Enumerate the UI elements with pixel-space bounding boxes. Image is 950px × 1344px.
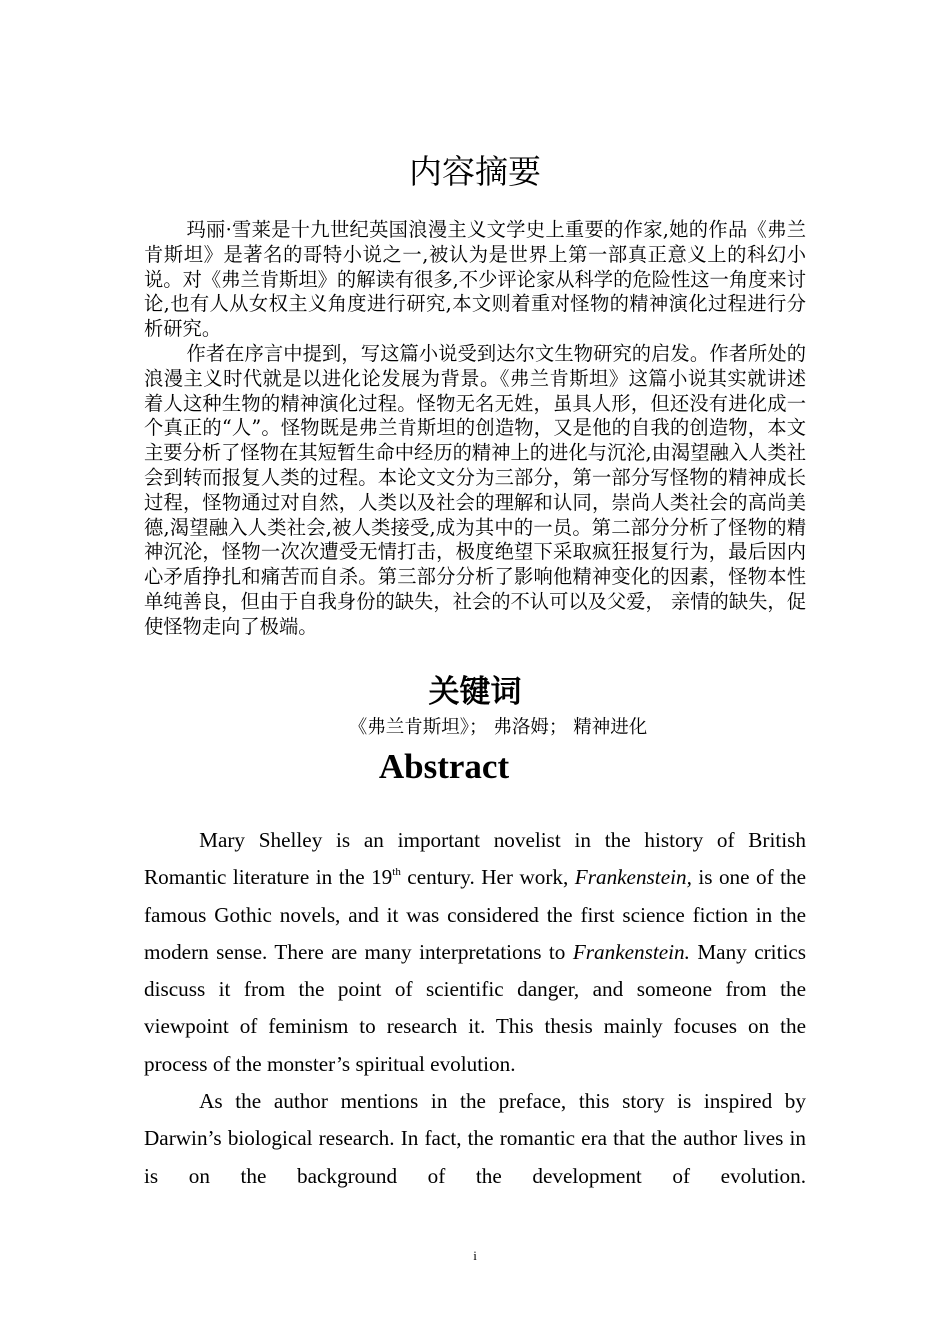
title-frankenstein-italic: Frankenstein, (574, 865, 692, 890)
title-frankenstein-italic: Frankenstein. (572, 939, 690, 964)
english-abstract-body (144, 822, 806, 1195)
english-abstract-paragraph-1 (144, 822, 806, 1083)
p1-text-3: is one of the famous Gothic novels, and it was considered the first science fiction in the modern sense. There are many interpretations to (144, 865, 807, 964)
page-number: i (473, 1248, 477, 1263)
p1-text-4: Many critics discuss it from the point of scientific danger, and someone from the viewpoint of feminism to research it. This thesis mainly focuses on the process of the monster’s spiritual evolution. (144, 939, 806, 1076)
chinese-abstract-title: 内容摘要 (409, 152, 541, 191)
chinese-abstract-paragraph-2: 作者在序言中提到，写这篇小说受到达尔文生物研究的启发。作者所处的浪漫主义时代就是以进化论发展为背景。《弗兰肯斯坦》这篇小说其实就讲述着人这种生物的精神演化过程。怪物无名无姓，虽具人形，但还没有进化成一个真正的“人”。怪物既是弗兰肯斯坦的创造物，又是他的自我的创造物，本文主要分析了怪物在其短暂生命中经历的精神上的进化与沉沦,由渴望融入人类社会到转而报复人类的过程。本论文文分为三部分，第一部分写怪物的精神成长过程，怪物通过对自然，人类以及社会的理解和认同，崇尚人类社会的高尚美德,渴望融入人类社会,被人类接受,成为其中的一员。第二部分分析了怪物的精神沉沦，怪物一次次遭受无情打击，极度绝望下采取疯狂报复行为，最后因内心矛盾挣扎和痛苦而自杀。第三部分分析了影响他精神变化的因素，怪物本性单纯善良，但由于自我身份的缺失，社会的不认可以及父爱， 亲情的缺失，促使怪物走向了极端。 (144, 341, 806, 638)
superscript-th: th (392, 866, 401, 879)
keywords-title: 关键词 (428, 674, 522, 710)
english-abstract-title: Abstract (378, 747, 510, 786)
keywords-list: 《弗兰肯斯坦》； 弗洛姆； 精神进化 (348, 717, 648, 738)
chinese-abstract-paragraph-1: 玛丽·雪莱是十九世纪英国浪漫主义文学史上重要的作家,她的作品《弗兰肯斯坦》是著名的哥特小说之一,被认为是世界上第一部真正意义上的科幻小说。对《弗兰肯斯坦》的解读有很多,不少评论家从科学的危险性这一角度来讨论,也有人从女权主义角度进行研究,本文则着重对怪物的精神演化过程进行分析研究。 (144, 218, 806, 341)
english-abstract-paragraph-2: As the author mentions in the preface, this story is inspired by Darwin’s biological research. In fact, the romantic era that the author lives in is on the background of the development of evolution. (144, 1089, 806, 1188)
chinese-abstract-body (144, 218, 806, 640)
p1-text-1: Mary Shelley is an important novelist in the history of British Romantic literature in the 19 (144, 828, 806, 890)
p1-text-2: century. Her work, (400, 865, 575, 890)
